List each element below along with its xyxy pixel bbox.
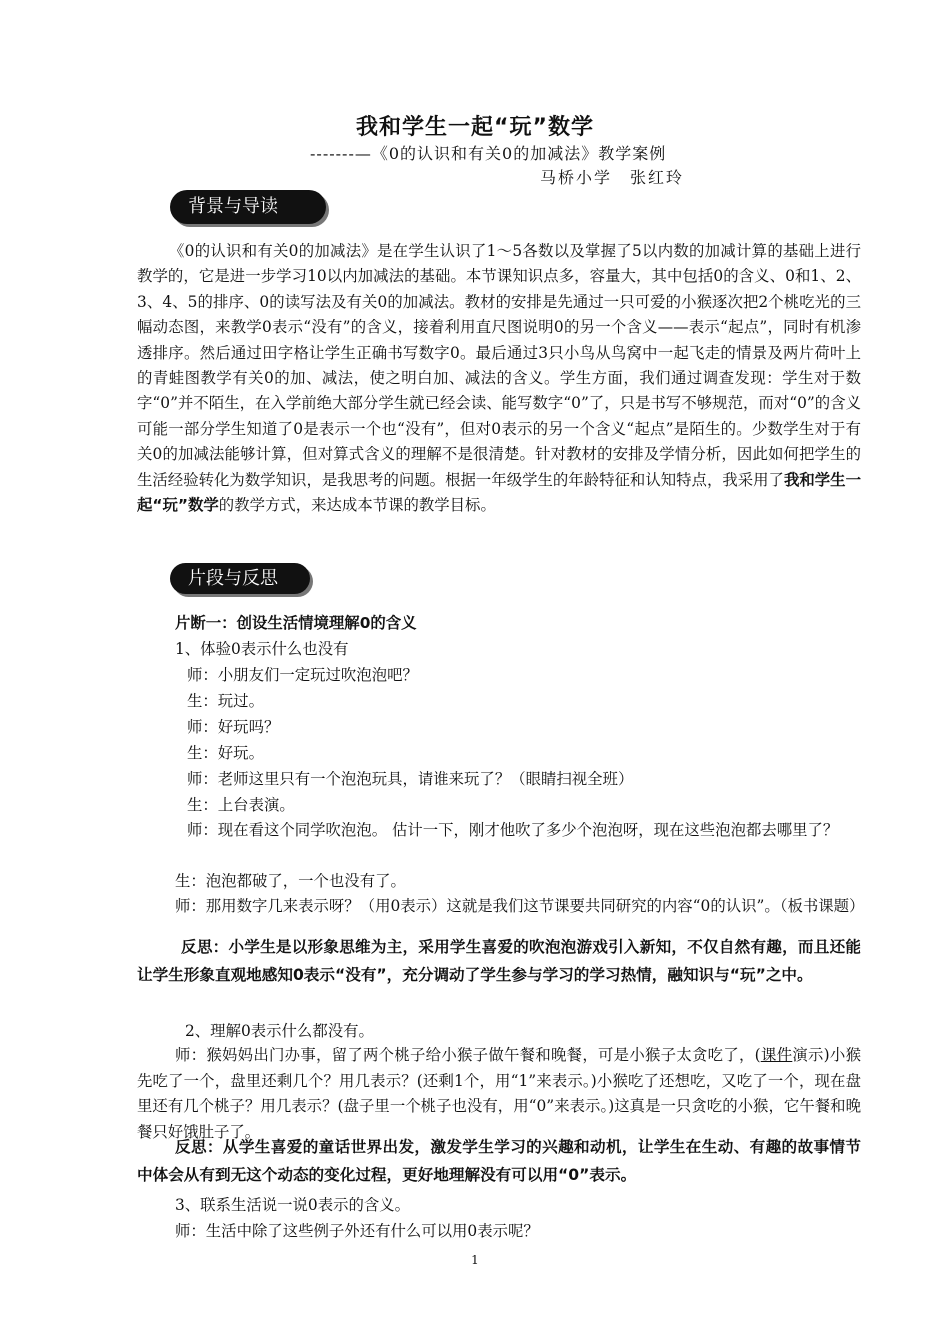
step-heading-1: 1、体验0表示什么也没有 <box>175 640 349 658</box>
dialogue-line: 师：小朋友们一定玩过吹泡泡吧？ <box>187 666 418 684</box>
reflection-paragraph: 反思：从学生喜爱的童话世界出发，激发学生学习的兴趣和动机，让学生在生动、有趣的故事情节中体会从有到无这个动态的变化过程，更好地理解没有可以用“0”表示。 <box>137 1138 861 1184</box>
intro-emphasis: 我和学生一起“玩”数学 <box>137 470 861 515</box>
document-title: 我和学生一起“玩”数学 <box>356 115 594 140</box>
segment-title: 片断一：创设生活情境理解0的含义 <box>175 614 417 632</box>
section-badge-segments: 片段与反思 <box>170 563 310 594</box>
story-paragraph <box>137 1043 861 1145</box>
dialogue-paragraph: 师：现在看这个同学吹泡泡。 估计一下，刚才他吹了多少个泡泡呀，现在这些泡泡都去哪里了？ <box>187 821 839 839</box>
courseware-link-text: 课件 <box>760 1046 793 1064</box>
intro-text-end: 的教学方式，来达成本节课的教学目标。 <box>218 496 496 515</box>
reflection-paragraph: 反思：小学生是以形象思维为主，采用学生喜爱的吹泡泡游戏引入新知，不仅自然有趣，而且还能让学生形象直观地感知0表示“没有”，充分调动了学生参与学习的学习热情，融知识与“玩”之中。 <box>137 938 861 984</box>
intro-text: 《0的认识和有关0的加减法》是在学生认识了1～5各数以及掌握了5以内数的加减计算的基础上进行教学的，它是进一步学习10以内加减法的基础。本节课知识点多，容量大，其中包括0的含义、0和1、2、3、4、5的排序、0的读写法及有关0的加减法。教材的安排是先通过一只可爱的小猴逐次把2个桃吃光的三幅动态图，来教学0表示“没有”的含义，接着利用直尺图说明0的另一个含义——表示“起点”，同时有机渗透排序。然后通过田字格让学生正确书写数字0。最后通过3只小鸟从鸟窝中一起飞走的情景及两片荷叶上的青蛙图教学有关0的加、减法，使之明白加、减法的含义。学生方面，我们通过调查发现：学生对于数字“0”并不陌生，在入学前绝大部分学生就已经会读、能写数字“0”了，只是书写不够规范，而对“0”的含义可能一部分学生知道了0是表示一个也“没有”，但对0表示的另一个含义“起点”是陌生的。少数学生对于有关0的加减法能够计算，但对算式含义的理解不是很清楚。针对教材的安排及学情分析，因此如何把学生的生活经验转化为数学知识，是我思考的问题。根据一年级学生的年龄特征和认知特点，我采用了 <box>137 242 861 489</box>
step-heading-3: 3、联系生活说一说0表示的含义。 <box>175 1196 411 1214</box>
dialogue-line: 生：好玩。 <box>187 744 264 762</box>
story-text: 师：猴妈妈出门办事，留了两个桃子给小猴子做午餐和晚餐，可是小猴子太贪吃了，( <box>175 1046 761 1064</box>
dialogue-paragraph: 师：那用数字几来表示呀？（用0表示）这就是我们这节课要共同研究的内容“0的认识”。（板书课题） <box>175 897 865 915</box>
step-heading-2: 2、理解0表示什么都没有。 <box>185 1022 374 1040</box>
dialogue-line: 生：玩过。 <box>187 692 264 710</box>
story-text-cont: 演示)小猴先吃了一个，盘里还剩几个？用几表示？(还剩1个，用“1”来表示。)小猴吃了还想吃，又吃了一个，现在盘里还有几个桃子？用几表示？(盘子里一个桃子也没有，用“0”来表示。)这真是一只贪吃的小猴，它午餐和晚餐只好饿肚子了。 <box>137 1046 861 1141</box>
dialogue-line: 师：生活中除了这些例子外还有什么可以用0表示呢？ <box>175 1222 539 1240</box>
dialogue-line: 生：泡泡都破了，一个也没有了。 <box>175 872 406 890</box>
dialogue-line: 生：上台表演。 <box>187 796 295 814</box>
document-subtitle: -------—《0的认识和有关0的加减法》教学案例 <box>310 144 667 163</box>
dialogue-line: 师：好玩吗？ <box>187 718 280 736</box>
author-line: 马桥小学 张红玲 <box>540 168 685 187</box>
intro-paragraph <box>137 239 861 518</box>
section-badge-background: 背景与导读 <box>170 190 326 224</box>
page-number: 1 <box>471 1253 479 1267</box>
dialogue-line: 师：老师这里只有一个泡泡玩具，请谁来玩了？（眼睛扫视全班） <box>187 770 634 788</box>
